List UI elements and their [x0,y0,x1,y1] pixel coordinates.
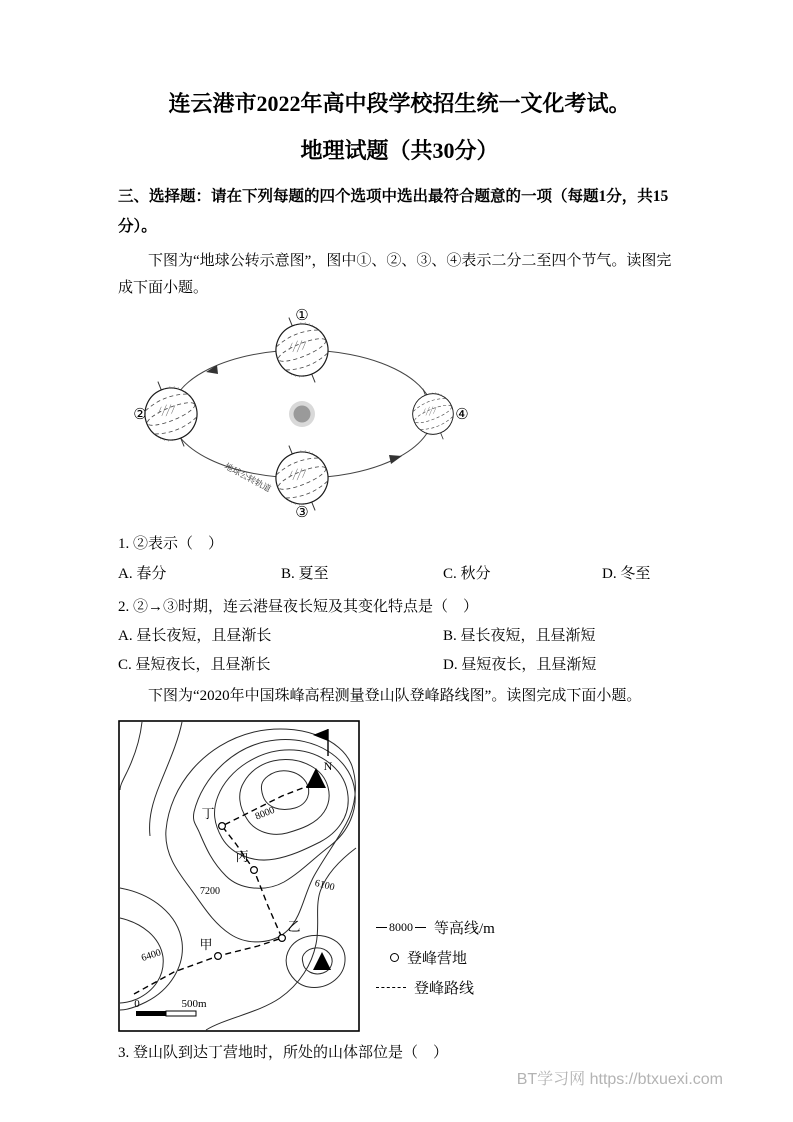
q2-option-b: B. 昼长夜短，且昼渐短 [443,628,596,644]
camp-marker [215,953,222,960]
position-label-3: ③ [295,505,309,518]
contour-map [118,720,360,1032]
question-group-intro-1: 下图为“地球公转示意图”，图中①、②、③、④表示二分二至四个节气。读图完成下面小题。 [118,253,672,296]
camp-label-yi: 乙 [287,919,301,934]
earth-revolution-figure [124,306,681,523]
orbit-direction-arrow-icon [389,455,402,464]
camp-marker [251,867,258,874]
q1-option-d: D. 冬至 [602,566,651,582]
q2-option-c: C. 昼短夜长，且昼渐长 [118,657,271,673]
q3-stem: 3. 登山队到达丁营地时，所处的山体部位是（ ） [118,1045,449,1061]
legend-contour-value: 8000 [389,920,413,934]
map-legend [376,908,495,998]
camp-marker [279,935,286,942]
legend-camp [376,947,495,968]
position-label-4: ④ [455,407,469,423]
contour-value-8000: 8000 [253,804,277,823]
question-group-intro-2: 下图为“2020年中国珠峰高程测量登山队登峰路线图”。读图完成下面小题。 [148,688,642,704]
doc-subtitle: 地理试题（共30分） [300,138,499,163]
q1-option-c: C. 秋分 [443,566,491,582]
legend-contour-label: 等高线/m [434,921,495,937]
q2-stem: 2. ②→③时期，连云港昼夜长短及其变化特点是（ ） [118,599,479,615]
camp-label-ding: 丁 [201,806,215,821]
earth-globe-right [404,381,462,447]
page-title: 连云港市2022年高中段学校招生统一文化考试。 [168,91,631,116]
route-symbol-icon [376,987,406,988]
orbit-path-label: 地球公转轨道 [223,460,273,494]
contour-value-7200: 7200 [200,886,220,897]
contour-symbol [376,927,387,928]
camp-label-jia: 甲 [199,937,213,952]
camp-marker [219,823,226,830]
legend-contour [376,917,495,938]
q2-option-d: D. 昼短夜长，且昼渐短 [443,657,597,673]
contour-symbol [415,927,426,928]
footer-watermark: BT学习网 https://btxuexi.com [516,1071,723,1088]
q1-option-a: A. 春分 [118,566,167,582]
section-heading: 三、选择题：请在下列每题的四个选项中选出最符合题意的一项（每题1分，共15分）。 [118,188,669,235]
north-label: N [323,759,333,773]
sun-icon [294,406,311,423]
legend-route-label: 登峰路线 [414,981,475,997]
q1-stem: 1. ②表示（ ） [118,536,224,552]
position-label-1: ① [295,308,309,324]
q2-options [118,624,681,677]
legend-camp-label: 登峰营地 [407,951,468,967]
scale-end-label: 500m [181,998,207,1010]
contour-value-6100: 6100 [313,877,336,894]
contour-value-6400: 6400 [140,947,163,964]
camp-label-bing: 丙 [235,849,249,864]
earth-revolution-diagram [124,306,472,518]
q2-option-a: A. 昼长夜短，且昼渐长 [118,628,272,644]
scale-zero-label: 0 [134,998,140,1010]
mountain-route-figure [118,720,681,1032]
legend-route [376,977,495,998]
camp-symbol-icon [390,953,399,962]
position-label-2: ② [133,407,147,423]
q1-option-b: B. 夏至 [281,566,329,582]
q1-options [118,562,681,586]
